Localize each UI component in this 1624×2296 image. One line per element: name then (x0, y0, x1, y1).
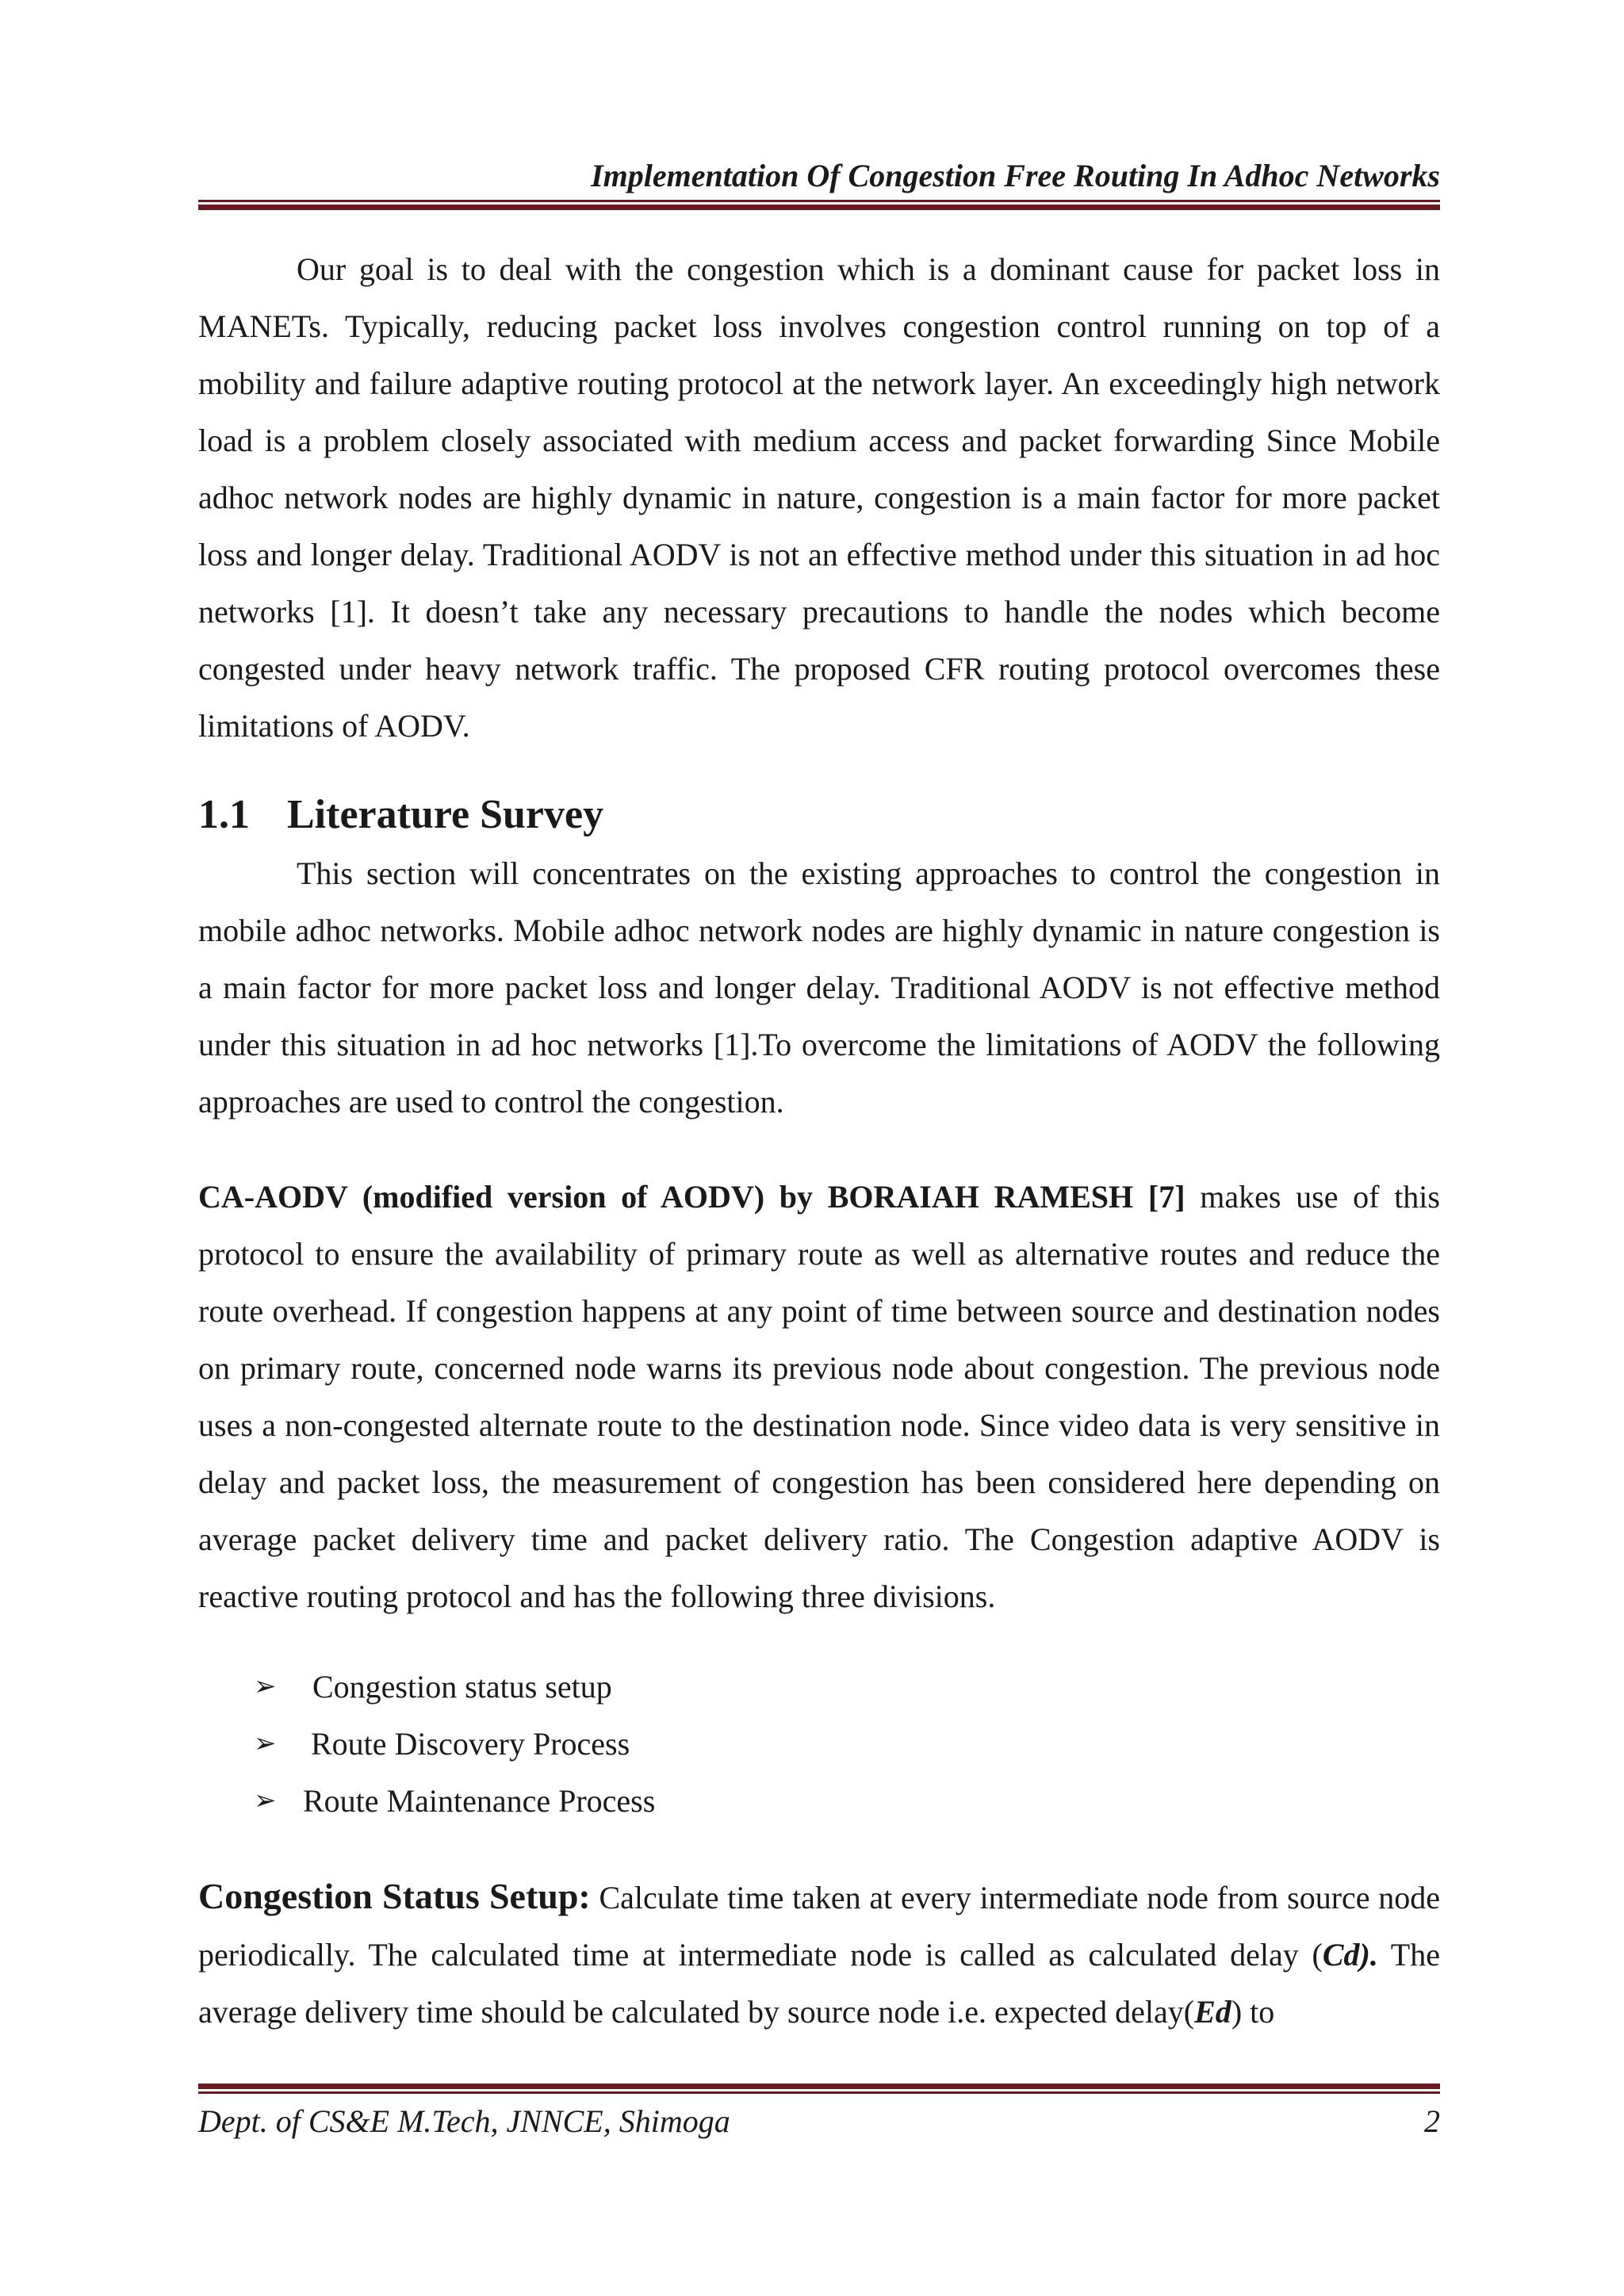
arrow-bullet-icon: ➢ (254, 1672, 277, 1701)
congestion-setup-text-1: Calculate time taken at every intermediate node from source node periodically. The calculated time at intermediate node is called as calculated delay ( (198, 1880, 1440, 1973)
ed-term: Ed (1194, 1994, 1231, 2030)
section-heading (198, 790, 1440, 840)
divisions-list (198, 1659, 1440, 1830)
arrow-bullet-icon: ➢ (254, 1786, 277, 1816)
congestion-setup-lead: Congestion Status Setup: (198, 1876, 591, 1916)
congestion-setup-text-3: ) to (1231, 1994, 1275, 2030)
congestion-setup-text-2: The average delivery time should be calculated by source node i.e. expected delay( (198, 1937, 1440, 2030)
ca-aodv-lead: CA-AODV (modified version of AODV) by BORAIAH RAMESH [7] (198, 1179, 1185, 1215)
list-item-label: Route Discovery Process (311, 1726, 630, 1762)
footer-department: Dept. of CS&E M.Tech, JNNCE, Shimoga (198, 2103, 730, 2139)
ca-aodv-text: makes use of this protocol to ensure the availability of primary route as well as alternative routes and reduce the route overhead. If congestion happens at any point of time between source and destination nodes on primary route, concerned node warns its previous node about congestion. The previous node uses a non-congested alternate route to the destination node. Since video data is very sensitive in delay and packet loss, the measurement of congestion has been considered here depending on average packet delivery time and packet delivery ratio. The Congestion adaptive AODV is reactive routing protocol and has the following three divisions. (198, 1179, 1440, 1614)
body-text (198, 241, 1440, 2041)
section-title: Literature Survey (287, 792, 604, 837)
congestion-setup-paragraph (198, 1868, 1440, 2041)
list-item (198, 1716, 1440, 1773)
ca-aodv-paragraph (198, 1169, 1440, 1625)
list-item-label: Route Maintenance Process (303, 1783, 656, 1819)
running-header-title: Implementation Of Congestion Free Routing In Adhoc Networks (591, 158, 1440, 193)
list-item-label: Congestion status setup (312, 1669, 612, 1705)
header-rule (198, 200, 1440, 210)
footer-rule (198, 2084, 1440, 2094)
intro-paragraph: Our goal is to deal with the congestion which is a dominant cause for packet loss in MANETs. Typically, reducing packet loss involves congestion control running on top of a mobility and failure adaptive routing protocol at the network layer. An exceedingly high network load is a problem closely associated with medium access and packet forwarding Since Mobile adhoc network nodes are highly dynamic in nature, congestion is a main factor for more packet loss and longer delay. Traditional AODV is not an effective method under this situation in ad hoc networks [1]. It doesn’t take any necessary precautions to handle the nodes which become congested under heavy network traffic. The proposed CFR routing protocol overcomes these limitations of AODV. (198, 251, 1440, 744)
list-item (198, 1773, 1440, 1830)
section-number: 1.1 (198, 792, 250, 837)
document-page (198, 0, 1440, 2296)
page-number: 2 (1424, 2103, 1440, 2139)
list-item (198, 1659, 1440, 1716)
cd-term: Cd). (1322, 1937, 1378, 1973)
arrow-bullet-icon: ➢ (254, 1729, 277, 1758)
literature-survey-paragraph: This section will concentrates on the existing approaches to control the congestion in mobile adhoc networks. Mobile adhoc network nodes are highly dynamic in nature congestion is a main factor for more packet loss and longer delay. Traditional AODV is not effective method under this situation in ad hoc networks [1].To overcome the limitations of AODV the following approaches are used to control the congestion. (198, 855, 1440, 1119)
